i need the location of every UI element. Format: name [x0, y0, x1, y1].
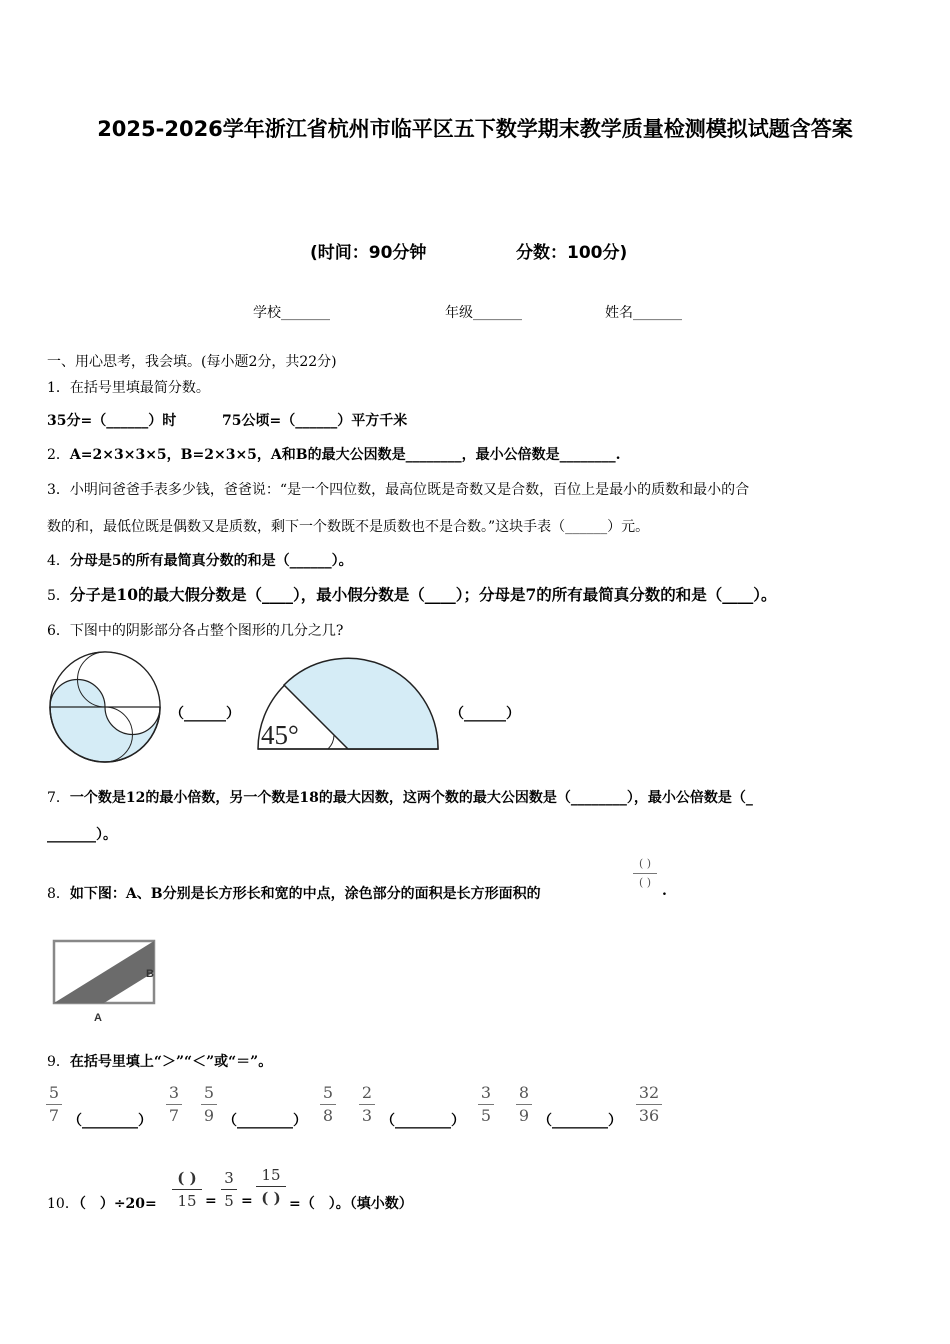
- rectangle-figure: [50, 937, 162, 1025]
- fraction-numerator: 15: [261, 1166, 281, 1184]
- fraction-numerator: 3: [168, 1083, 180, 1102]
- exam-time: (时间：90分钟: [310, 243, 427, 263]
- fraction: [478, 1083, 494, 1126]
- comparison-blank: （________）: [223, 1113, 307, 1129]
- fraction-numerator: 8: [518, 1083, 530, 1102]
- comparison-blank: （________）: [381, 1113, 465, 1129]
- question-7-line2: _______）。: [47, 827, 117, 843]
- question-text: 分子是10的最大假分数是（____），最小假分数是（____）；分母是7的所有最简真分数的和是（____）。: [69, 585, 777, 604]
- question-number: 6．: [47, 623, 70, 639]
- fraction-denominator: 36: [638, 1106, 660, 1125]
- q8-period: .: [662, 883, 667, 899]
- fraction-denominator: 9: [203, 1106, 215, 1125]
- question-text: 小明问爸爸手表多少钱，爸爸说：“是一个四位数，最高位既是奇数又是合数，百位上是最小的质数和最小的合: [69, 482, 750, 498]
- fraction: [166, 1083, 182, 1126]
- equals-sign: =: [241, 1193, 253, 1209]
- question-text: 下图中的阴影部分各占整个图形的几分之几?: [69, 623, 344, 639]
- q10-end: =（ ）。（填小数）: [289, 1196, 413, 1212]
- fraction: [516, 1083, 532, 1126]
- fraction: [636, 1083, 662, 1126]
- fraction-denominator: ( ): [261, 1189, 281, 1207]
- question-9: [47, 1051, 272, 1071]
- fraction: [201, 1083, 217, 1126]
- question-number: 9．: [47, 1054, 70, 1070]
- fraction: [320, 1083, 336, 1126]
- semicircle-figure: [256, 656, 440, 752]
- q10-fraction-3: [256, 1165, 286, 1208]
- fraction-denominator: 8: [322, 1106, 334, 1125]
- question-text: 在括号里填上“＞”“＜”或“＝”。: [69, 1054, 273, 1070]
- question-text: 一个数是12的最小倍数，另一个数是18的最大因数，这两个数的最大公因数是（________），最小公倍数是（_: [69, 790, 753, 806]
- fraction-denominator: 15: [177, 1192, 197, 1210]
- fraction-numerator: 5: [322, 1083, 334, 1102]
- question-number: 3．: [47, 482, 70, 498]
- question-number: 5．: [47, 588, 70, 604]
- fraction-numerator: 5: [48, 1083, 60, 1102]
- q6-blank-2: （______）: [450, 706, 520, 722]
- fraction: [46, 1083, 62, 1126]
- question-2: [47, 444, 621, 464]
- question-3: [47, 479, 749, 499]
- question-number: 10．: [47, 1196, 79, 1212]
- question-text: 如下图：A、B分别是长方形长和宽的中点，涂色部分的面积是长方形面积的: [69, 886, 541, 902]
- fraction-denominator: 5: [224, 1192, 234, 1210]
- question-6: [47, 620, 343, 640]
- question-number: 7．: [47, 790, 70, 806]
- circle-figure: [46, 650, 164, 764]
- fraction-denominator: 3: [361, 1106, 373, 1125]
- fraction: [359, 1083, 375, 1126]
- fraction-numerator: 3: [480, 1083, 492, 1102]
- fraction-numerator: ( ): [177, 1169, 197, 1187]
- equals-sign: =: [205, 1193, 217, 1209]
- label-b: B: [146, 968, 154, 980]
- question-text: 在括号里填最简分数。: [69, 380, 210, 396]
- question-4: [47, 550, 353, 570]
- fraction-denominator: ( ): [638, 876, 652, 889]
- question-number: 2．: [47, 447, 70, 463]
- question-5: [47, 583, 777, 605]
- exam-score: 分数：100分): [516, 243, 628, 263]
- question-number: 4．: [47, 553, 70, 569]
- question-number: 8．: [47, 886, 70, 902]
- question-7: [47, 787, 753, 807]
- q10-fraction-2: [221, 1168, 237, 1211]
- q6-blank-1: （______）: [170, 706, 240, 722]
- q1-part-a: 35分=（______）时: [47, 413, 177, 429]
- fraction-numerator: 2: [361, 1083, 373, 1102]
- name-field: 姓名_______: [605, 305, 682, 321]
- question-number: 1．: [47, 380, 70, 396]
- q10-fraction-1: [172, 1168, 202, 1211]
- label-a: A: [94, 1012, 102, 1024]
- question-text: （ ）÷20=: [78, 1196, 157, 1212]
- section-heading: 一、用心思考，我会填。(每小题2分，共22分): [47, 354, 337, 370]
- grade-field: 年级_______: [445, 305, 522, 321]
- question-text: A=2×3×3×5，B=2×3×5，A和B的最大公因数是________，最小公倍数是________.: [69, 447, 621, 463]
- fraction-denominator: 7: [168, 1106, 180, 1125]
- question-text: 分母是5的所有最简真分数的和是（______）。: [69, 553, 353, 569]
- fraction-numerator: 3: [224, 1169, 234, 1187]
- angle-label: 45°: [261, 720, 299, 750]
- question-8: [47, 883, 541, 903]
- question-1: [47, 377, 210, 397]
- question-10: [47, 1193, 157, 1213]
- page-title: 2025-2026学年浙江省杭州市临平区五下数学期末教学质量检测模拟试题含答案: [97, 117, 853, 141]
- school-field: 学校_______: [253, 305, 330, 321]
- fraction-denominator: 7: [48, 1106, 60, 1125]
- comparison-blank: （________）: [538, 1113, 622, 1129]
- q1-part-b: 75公顷=（______）平方千米: [222, 413, 408, 429]
- q8-fraction: [633, 856, 657, 891]
- fraction-numerator: ( ): [638, 857, 652, 870]
- fraction-denominator: 9: [518, 1106, 530, 1125]
- fraction-numerator: 5: [203, 1083, 215, 1102]
- fraction-numerator: 32: [638, 1083, 660, 1102]
- comparison-blank: （________）: [68, 1113, 152, 1129]
- fraction-denominator: 5: [480, 1106, 492, 1125]
- question-3-line2: 数的和，最低位既是偶数又是质数，剩下一个数既不是质数也不是合数。”这块手表（______）元。: [47, 519, 650, 535]
